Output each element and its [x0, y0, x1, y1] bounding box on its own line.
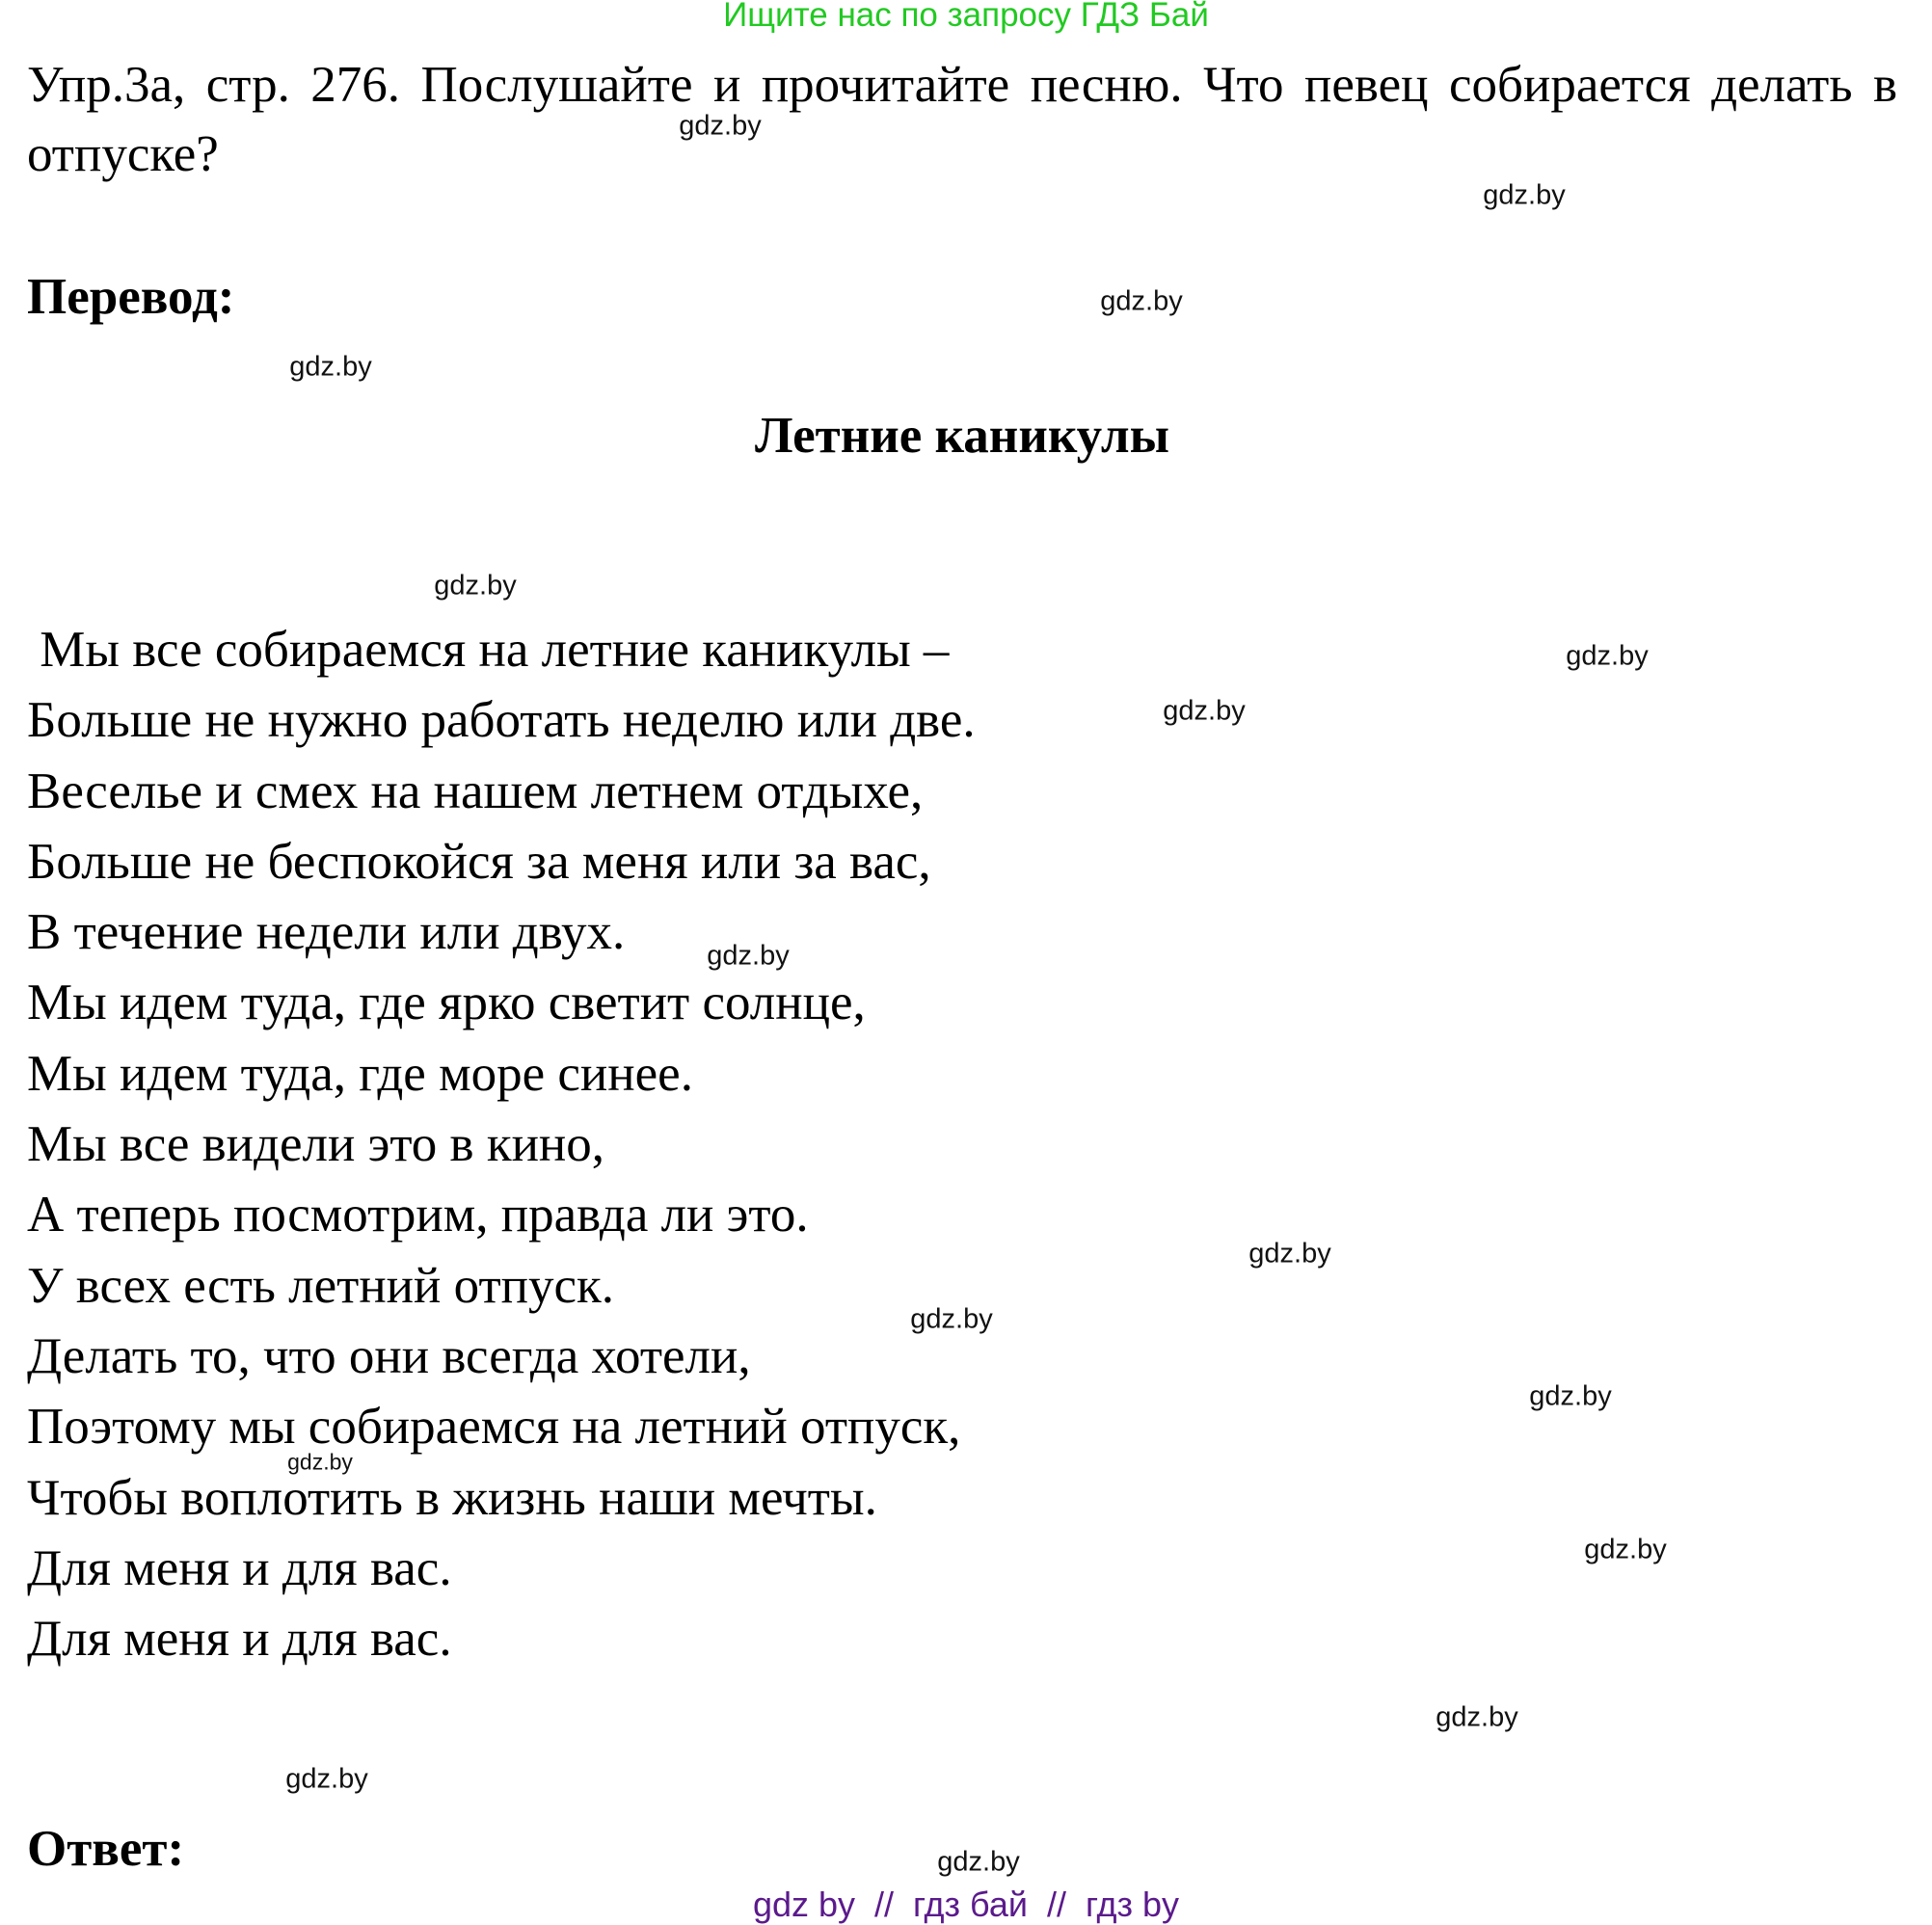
watermark: gdz.by	[289, 351, 372, 383]
watermark: gdz.by	[1436, 1701, 1518, 1733]
poem-line: Мы идем туда, где ярко светит солнце,	[27, 975, 866, 1031]
translation-heading: Перевод:	[27, 269, 235, 325]
poem-line: Чтобы воплотить в жизнь наши мечты.	[27, 1469, 877, 1526]
watermark: gdz.by	[1566, 640, 1649, 672]
watermark: gdz.by	[1483, 179, 1566, 211]
song-title: Летние каникулы	[755, 408, 1169, 464]
answer-heading: Ответ:	[27, 1821, 185, 1877]
poem-line: Для меня и для вас.	[27, 1611, 452, 1668]
poem-line: Больше не нужно работать неделю или две.	[27, 692, 976, 749]
poem-line: Мы все видели это в кино,	[27, 1116, 605, 1173]
search-banner: Ищите нас по запросу ГДЗ Бай	[723, 0, 1209, 34]
poem-line: Для меня и для вас.	[27, 1539, 452, 1596]
watermark: gdz.by	[1529, 1380, 1612, 1412]
poem-line: Поэтому мы собираемся на летний отпуск,	[27, 1399, 961, 1456]
poem-line: У всех есть летний отпуск.	[27, 1257, 615, 1314]
poem-line: В течение недели или двух.	[27, 904, 626, 961]
watermark: gdz.by	[287, 1449, 353, 1475]
watermark: gdz.by	[1584, 1534, 1667, 1565]
watermark: gdz.by	[937, 1846, 1020, 1878]
watermark: gdz.by	[1163, 695, 1246, 727]
watermark: gdz.by	[679, 110, 762, 142]
poem-line: Мы все собираемся на летние каникулы –	[27, 622, 950, 678]
poem-line: Делать то, что они всегда хотели,	[27, 1327, 751, 1384]
watermark: gdz.by	[285, 1763, 368, 1795]
poem-line: Больше не беспокойся за меня или за вас,	[27, 833, 931, 890]
watermark: gdz.by	[434, 570, 517, 602]
poem-line: А теперь посмотрим, правда ли это.	[27, 1187, 809, 1243]
footer-links: gdz by // гдз бай // гдз by	[752, 1885, 1180, 1924]
watermark: gdz.by	[1100, 285, 1183, 317]
poem	[27, 615, 976, 1674]
task-text: Упр.3a, стр. 276. Послушайте и прочитайте песню. Что певец собирается делать в отпуске?	[27, 57, 1897, 182]
watermark: gdz.by	[910, 1303, 993, 1335]
watermark: gdz.by	[1248, 1238, 1331, 1270]
poem-line: Мы идем туда, где море синее.	[27, 1045, 693, 1102]
watermark: gdz.by	[707, 940, 790, 972]
poem-line: Веселье и смех на нашем летнем отдыхе,	[27, 762, 924, 819]
